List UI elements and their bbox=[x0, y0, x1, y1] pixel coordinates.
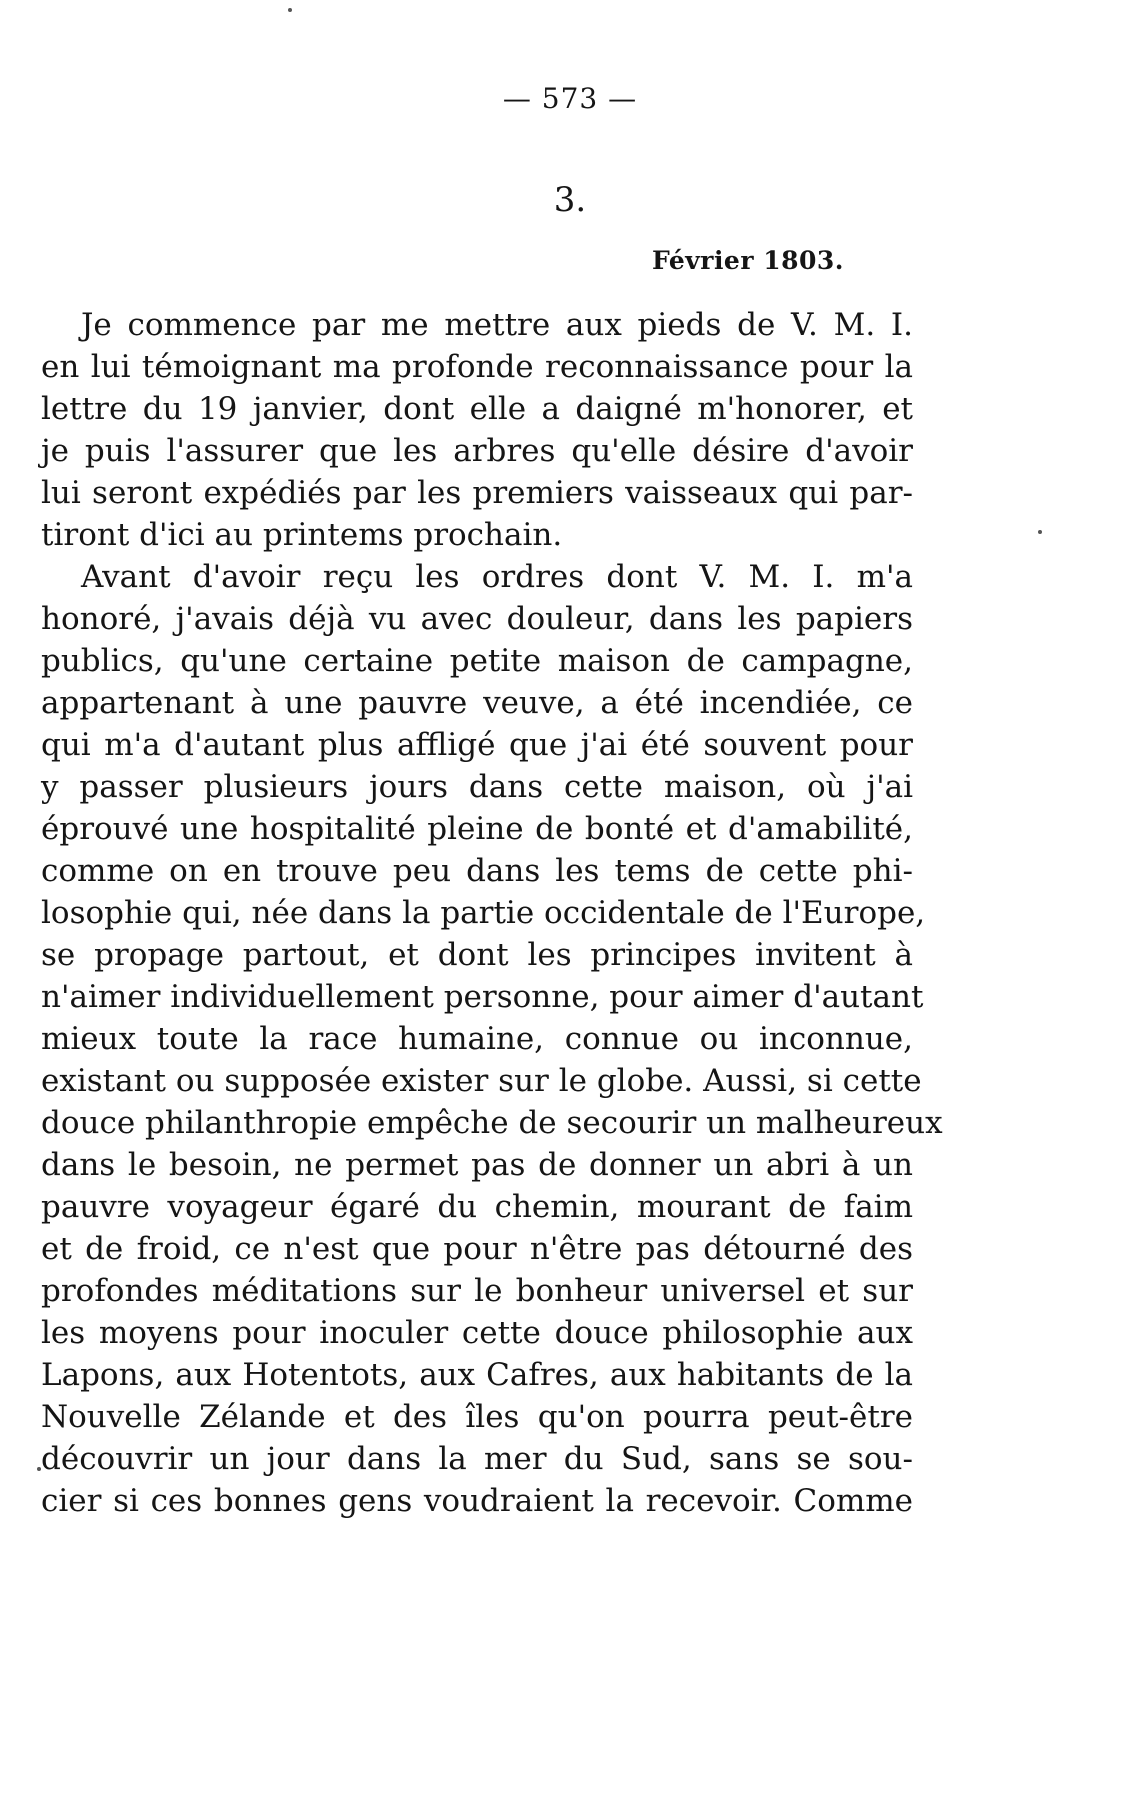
scan-speck bbox=[1038, 530, 1042, 534]
text-line: tiront d'ici au printems prochain. bbox=[41, 517, 563, 553]
text-line: pauvre voyageur égaré du chemin, mourant de faim bbox=[41, 1189, 913, 1225]
letter-body bbox=[41, 304, 943, 1522]
text-line: Avant d'avoir reçu les ordres dont V. M. I. m'a bbox=[81, 559, 913, 595]
text-line: existant ou supposée exister sur le globe. Aussi, si cette bbox=[41, 1063, 922, 1099]
letter-number: 3. bbox=[553, 180, 587, 220]
text-line: je puis l'assurer que les arbres qu'elle désire d'avoir bbox=[41, 433, 913, 469]
page-number: — 573 — bbox=[502, 82, 638, 115]
text-line: cier si ces bonnes gens voudraient la recevoir. Comme bbox=[41, 1483, 913, 1519]
text-line: publics, qu'une certaine petite maison de campagne, bbox=[41, 643, 913, 679]
scan-speck bbox=[288, 8, 292, 12]
text-line: Nouvelle Zélande et des îles qu'on pourra peut-être bbox=[41, 1399, 913, 1435]
text-line: les moyens pour inoculer cette douce philosophie aux bbox=[41, 1315, 913, 1351]
text-line: Lapons, aux Hotentots, aux Cafres, aux habitants de la bbox=[41, 1357, 913, 1393]
text-line: et de froid, ce n'est que pour n'être pas détourné des bbox=[41, 1231, 913, 1267]
text-line: qui m'a d'autant plus affligé que j'ai été souvent pour bbox=[41, 727, 913, 763]
text-line: comme on en trouve peu dans les tems de cette phi- bbox=[41, 853, 913, 889]
text-line: profondes méditations sur le bonheur universel et sur bbox=[41, 1273, 913, 1309]
text-line: Je commence par me mettre aux pieds de V. M. I. bbox=[81, 307, 913, 343]
text-line: appartenant à une pauvre veuve, a été incendiée, ce bbox=[41, 685, 913, 721]
text-line: dans le besoin, ne permet pas de donner un abri à un bbox=[41, 1147, 913, 1183]
text-line: découvrir un jour dans la mer du Sud, sans se sou- bbox=[41, 1441, 913, 1477]
text-line: honoré, j'avais déjà vu avec douleur, dans les papiers bbox=[41, 601, 913, 637]
scan-speck bbox=[37, 1467, 41, 1471]
letter-date: Février 1803. bbox=[651, 246, 844, 275]
text-line: y passer plusieurs jours dans cette maison, où j'ai bbox=[41, 769, 913, 805]
text-line: n'aimer individuellement personne, pour aimer d'autant bbox=[41, 979, 924, 1015]
text-line: lui seront expédiés par les premiers vaisseaux qui par- bbox=[41, 475, 913, 511]
text-line: douce philanthropie empêche de secourir un malheureux bbox=[41, 1105, 943, 1141]
text-line: losophie qui, née dans la partie occidentale de l'Europe, bbox=[41, 895, 926, 931]
text-line: mieux toute la race humaine, connue ou inconnue, bbox=[41, 1021, 913, 1057]
text-line: éprouvé une hospitalité pleine de bonté et d'amabilité, bbox=[41, 811, 913, 847]
text-line: se propage partout, et dont les principes invitent à bbox=[41, 937, 913, 973]
text-line: lettre du 19 janvier, dont elle a daigné m'honorer, et bbox=[41, 391, 913, 427]
text-line: en lui témoignant ma profonde reconnaissance pour la bbox=[41, 349, 913, 385]
